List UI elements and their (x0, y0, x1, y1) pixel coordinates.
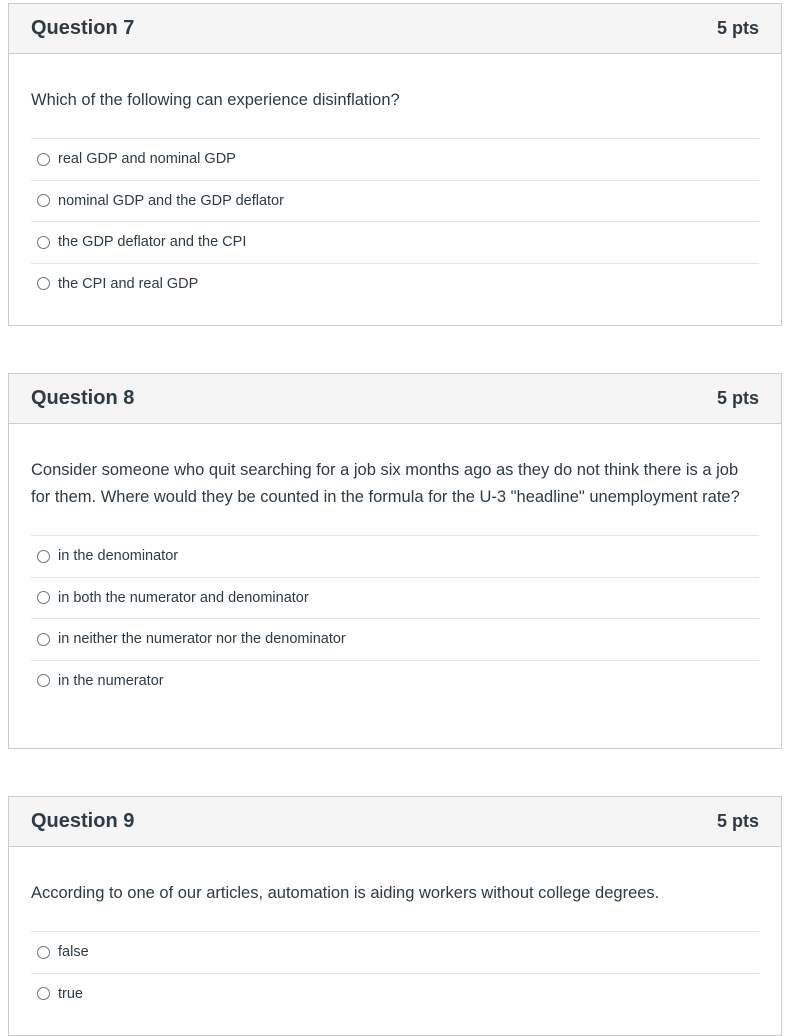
question-title: Question 9 (31, 810, 135, 832)
radio-button[interactable] (37, 550, 50, 563)
answer-option[interactable] (31, 577, 759, 619)
answer-option[interactable] (31, 263, 759, 305)
question-text: Which of the following can experience disinflation? (31, 91, 400, 109)
answer-list (31, 535, 759, 722)
radio-button[interactable] (37, 946, 50, 959)
question-header (9, 4, 781, 54)
answer-label[interactable]: in the denominator (58, 548, 179, 565)
radio-button[interactable] (37, 591, 50, 604)
answer-option[interactable] (31, 138, 759, 180)
radio-button[interactable] (37, 987, 50, 1000)
question-9 (8, 796, 782, 1036)
answer-label[interactable]: in the numerator (58, 672, 164, 689)
radio-button[interactable] (37, 236, 50, 249)
answer-label[interactable]: nominal GDP and the GDP deflator (58, 192, 284, 209)
question-body (9, 54, 781, 325)
answer-label[interactable]: true (58, 985, 83, 1002)
radio-button[interactable] (37, 194, 50, 207)
question-text: Consider someone who quit searching for a job six months ago as they do not think there is a job for them. Where would they be counted in the formula for the U-3 "headline" unemployment rate? (31, 461, 740, 506)
radio-button[interactable] (37, 277, 50, 290)
question-body (9, 424, 781, 722)
radio-button[interactable] (37, 153, 50, 166)
question-7 (8, 3, 782, 326)
question-text: According to one of our articles, automation is aiding workers without college degrees. (31, 884, 660, 902)
answer-label[interactable]: in both the numerator and denominator (58, 589, 309, 606)
answer-label[interactable]: real GDP and nominal GDP (58, 151, 236, 168)
question-title: Question 8 (31, 387, 135, 409)
answer-option[interactable] (31, 931, 759, 973)
answer-list (31, 138, 759, 325)
answer-option[interactable] (31, 973, 759, 1015)
answer-option[interactable] (31, 221, 759, 263)
answer-option[interactable] (31, 180, 759, 222)
question-header (9, 374, 781, 424)
question-title: Question 7 (31, 17, 135, 39)
question-8 (8, 373, 782, 749)
question-points: 5 pts (716, 388, 759, 408)
question-points: 5 pts (716, 18, 759, 38)
answer-label[interactable]: the CPI and real GDP (58, 275, 199, 292)
answer-option[interactable] (31, 535, 759, 577)
question-points: 5 pts (716, 811, 759, 831)
radio-button[interactable] (37, 674, 50, 687)
answer-label[interactable]: the GDP deflator and the CPI (58, 234, 247, 251)
answer-option[interactable] (31, 660, 759, 702)
question-body (9, 847, 781, 1035)
radio-button[interactable] (37, 633, 50, 646)
answer-label[interactable]: in neither the numerator nor the denominator (58, 631, 346, 648)
answer-option[interactable] (31, 618, 759, 660)
answer-list (31, 931, 759, 1035)
answer-label[interactable]: false (58, 944, 89, 961)
question-header (9, 797, 781, 847)
